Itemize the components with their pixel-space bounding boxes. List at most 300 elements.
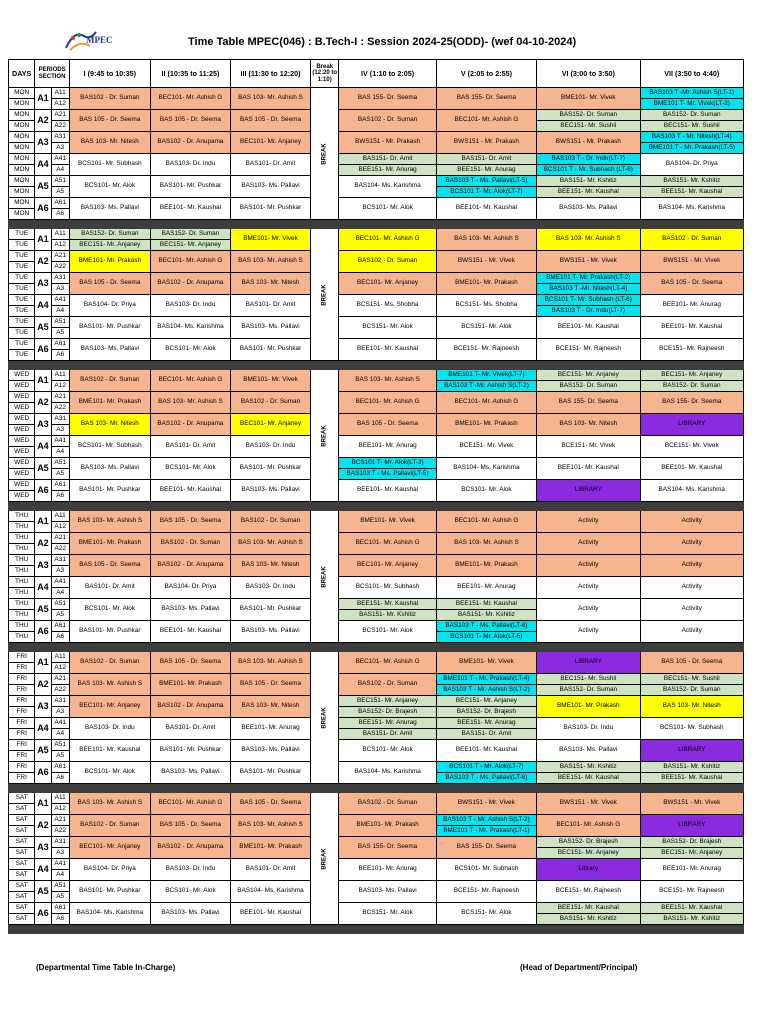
day-label: SAT: [9, 892, 35, 903]
class-cell: BAS104- Ms. Karishma: [69, 903, 150, 925]
class-cell: BEE101- Mr. Anurag: [339, 436, 436, 458]
class-cell: BCS101- Mr. Alok: [150, 339, 230, 361]
day-label: MON: [9, 99, 35, 110]
section-label: A61: [51, 621, 69, 632]
class-cell: BEE101- Mr. Kaushal: [436, 198, 536, 220]
class-cell: BAS102 - Dr. Anupama: [150, 696, 230, 718]
day-separator: [9, 925, 744, 934]
timetable-row: [9, 696, 744, 707]
section-label: A41: [51, 436, 69, 447]
section-label: A21: [51, 251, 69, 262]
group-label: A5: [35, 599, 51, 621]
class-cell: BAS151- Dr. Amit: [436, 729, 536, 740]
class-cell: BEE101- Mr. Kaushal: [537, 317, 640, 339]
class-cell: BEC151- Mr. Sushil: [640, 121, 744, 132]
class-cell: BAS151- Mr. Kshitiz: [640, 176, 744, 187]
class-cell: BAS104- Dr. Priya: [150, 577, 230, 599]
class-cell: BAS103 T -Mr. Nitesh(LT-4): [537, 284, 640, 295]
timetable-row: [9, 903, 744, 914]
section-label: A51: [51, 599, 69, 610]
class-cell: BEE101- Mr. Kaushal: [436, 740, 536, 762]
header-period-5: V (2:05 to 2:55): [436, 60, 536, 88]
section-label: A11: [51, 229, 69, 240]
class-cell: BAS103- Dr. Indu: [230, 577, 310, 599]
class-cell: BAS152- Dr. Brajesh: [436, 707, 536, 718]
class-cell: BAS102 - Dr. Anupama: [150, 555, 230, 577]
class-cell: BAS103- Ms. Pallavi: [537, 740, 640, 762]
class-cell: BAS101- Mr. Pushkar: [69, 317, 150, 339]
class-cell: BAS151- Mr. Kshitiz: [537, 762, 640, 773]
class-cell: BAS 105 - Dr. Seema: [69, 273, 150, 295]
class-cell: BAS103- Ms. Pallavi: [339, 881, 436, 903]
class-cell: BAS151- Mr. Kshitiz: [339, 610, 436, 621]
group-label: A3: [35, 837, 51, 859]
class-cell: BAS 103- Mr. Ashish S: [230, 533, 310, 555]
section-label: A31: [51, 837, 69, 848]
group-label: A4: [35, 577, 51, 599]
group-label: A5: [35, 317, 51, 339]
class-cell: BAS101- Dr. Amit: [230, 295, 310, 317]
class-cell: BEC151- Mr. Sushil: [537, 121, 640, 132]
section-label: A4: [51, 306, 69, 317]
group-label: A1: [35, 370, 51, 392]
timetable-row: [9, 414, 744, 425]
class-cell: BWS151 - Mr. Vivek: [640, 793, 744, 815]
class-cell: Activity: [640, 555, 744, 577]
timetable-row: [9, 198, 744, 209]
section-label: A22: [51, 262, 69, 273]
section-label: A6: [51, 773, 69, 784]
group-label: A6: [35, 762, 51, 784]
class-cell: BME101- Mr. Prakash: [537, 696, 640, 718]
day-label: WED: [9, 414, 35, 425]
section-label: A22: [51, 544, 69, 555]
class-cell: BEE101- Mr. Anurag: [640, 295, 744, 317]
day-label: SAT: [9, 804, 35, 815]
separator-bar: [9, 361, 744, 370]
class-cell: BEC151- Mr. Sushil: [537, 674, 640, 685]
class-cell: BAS101- Dr. Amit: [230, 154, 310, 176]
class-cell: BCE151- Mr. Rajneesh: [537, 339, 640, 361]
class-cell: BCS151- Mr. Alok: [339, 903, 436, 925]
day-label: SAT: [9, 881, 35, 892]
class-cell: BCS101- Mr. Subhash: [339, 577, 436, 599]
break-column: [311, 511, 339, 643]
group-label: A1: [35, 652, 51, 674]
class-cell: BAS152- Dr. Suman: [537, 381, 640, 392]
section-label: A12: [51, 663, 69, 674]
day-label: WED: [9, 403, 35, 414]
class-cell: BAS103- Dr. Indu: [537, 718, 640, 740]
class-cell: BEC101- Mr. Anjaney: [69, 696, 150, 718]
class-cell: BEC151- Mr. Sushil: [640, 674, 744, 685]
break-column: [311, 652, 339, 784]
class-cell: BAS102 - Dr. Suman: [339, 251, 436, 273]
section-label: A61: [51, 903, 69, 914]
group-label: A6: [35, 903, 51, 925]
class-cell: BAS 105 - Dr. Seema: [640, 652, 744, 674]
section-label: A4: [51, 870, 69, 881]
class-cell: BME101- Mr. Vivek: [436, 652, 536, 674]
section-label: A22: [51, 403, 69, 414]
class-cell: BAS101- Dr. Amit: [150, 436, 230, 458]
class-cell: BEE101- Mr. Kaushal: [339, 480, 436, 502]
day-separator: [9, 220, 744, 229]
section-label: A61: [51, 762, 69, 773]
class-cell: BAS 103- Mr. Nitesh: [640, 696, 744, 718]
class-cell: BAS104- Ms. Karishma: [436, 458, 536, 480]
footer-hod: (Head of Department/Principal): [520, 963, 638, 972]
group-label: A5: [35, 881, 51, 903]
separator-bar: [9, 925, 744, 934]
class-cell: BAS103- Ms. Pallavi: [150, 903, 230, 925]
section-label: A4: [51, 588, 69, 599]
class-cell: BAS101- Mr. Pushkar: [69, 480, 150, 502]
section-label: A61: [51, 198, 69, 209]
class-cell: BAS 105 - Dr. Seema: [339, 414, 436, 436]
day-label: WED: [9, 425, 35, 436]
class-cell: BEE101- Mr. Kaushal: [537, 458, 640, 480]
class-cell: BAS152- Dr. Suman: [150, 229, 230, 240]
group-label: A4: [35, 436, 51, 458]
class-cell: BEE101- Mr. Kaushal: [339, 339, 436, 361]
class-cell: Activity: [537, 577, 640, 599]
class-cell: BCS101- Mr. Subhash: [69, 154, 150, 176]
class-cell: BAS102 - Dr. Anupama: [150, 132, 230, 154]
class-cell: BAS152- Dr. Brajesh: [537, 837, 640, 848]
class-cell: BAS103- Ms. Pallavi: [537, 198, 640, 220]
day-label: TUE: [9, 262, 35, 273]
class-cell: Activity: [640, 599, 744, 621]
day-label: FRI: [9, 751, 35, 762]
section-label: A3: [51, 566, 69, 577]
section-label: A61: [51, 339, 69, 350]
class-cell: BCS101 T- Mr. Subhash (LT-6): [537, 295, 640, 306]
group-label: A2: [35, 533, 51, 555]
timetable-row: [9, 339, 744, 350]
class-cell: BAS 103- Mr. Ashish S: [69, 511, 150, 533]
class-cell: Activity: [537, 533, 640, 555]
class-cell: BAS151- Mr. Kshitiz: [640, 762, 744, 773]
timetable-row: [9, 793, 744, 804]
class-cell: BEC151- Mr. Anjaney: [640, 370, 744, 381]
group-label: A4: [35, 859, 51, 881]
timetable-row: [9, 859, 744, 870]
day-label: FRI: [9, 685, 35, 696]
group-label: A4: [35, 154, 51, 176]
class-cell: BME101- Mr. Prakash: [69, 251, 150, 273]
day-label: THU: [9, 621, 35, 632]
separator-bar: [9, 502, 744, 511]
class-cell: BEE101- Mr. Kaushal: [640, 317, 744, 339]
class-cell: BEE151- Mr. Anurag: [436, 718, 536, 729]
day-label: MON: [9, 121, 35, 132]
class-cell: LIBRARY: [537, 652, 640, 674]
class-cell: BME101 T - Mr. Prakash(LT-1): [436, 826, 536, 837]
class-cell: BCE151- Mr. Rajneesh: [640, 881, 744, 903]
group-label: A3: [35, 555, 51, 577]
group-label: A5: [35, 458, 51, 480]
day-label: SAT: [9, 826, 35, 837]
day-label: TUE: [9, 339, 35, 350]
group-label: A1: [35, 511, 51, 533]
section-label: A41: [51, 577, 69, 588]
class-cell: BAS103 T - Dr. Indu(LT-7): [537, 306, 640, 317]
section-label: A6: [51, 209, 69, 220]
class-cell: BME101- Mr. Prakash: [339, 815, 436, 837]
page-header: [0, 0, 768, 58]
timetable-row: [9, 273, 744, 284]
class-cell: BAS102 - Dr. Suman: [150, 533, 230, 555]
timetable-row: [9, 436, 744, 447]
day-label: MON: [9, 209, 35, 220]
section-label: A12: [51, 99, 69, 110]
class-cell: BAS152- Dr. Suman: [537, 110, 640, 121]
header-period-4: IV (1:10 to 2:05): [339, 60, 436, 88]
class-cell: BEE101- Mr. Anurag: [640, 859, 744, 881]
class-cell: BAS103- Ms. Pallavi: [69, 339, 150, 361]
class-cell: BAS103- Ms. Pallavi: [230, 480, 310, 502]
class-cell: BCS101- Mr. Alok: [69, 176, 150, 198]
page-title: Time Table MPEC(046) : B.Tech-I : Session 2024-25(ODD)- (wef 04-10-2024): [188, 36, 577, 48]
day-label: SAT: [9, 903, 35, 914]
class-cell: BEC151- Mr. Anjaney: [537, 370, 640, 381]
class-cell: BCS101- Mr. Subhash: [436, 859, 536, 881]
class-cell: BEC151- Mr. Anjaney: [436, 696, 536, 707]
class-cell: BCE151- Mr. Vivek: [537, 436, 640, 458]
class-cell: BAS151- Dr. Amit: [339, 154, 436, 165]
header-period-7: VII (3:50 to 4:40): [640, 60, 744, 88]
section-label: A6: [51, 491, 69, 502]
class-cell: BEC151- Mr. Anjaney: [150, 240, 230, 251]
class-cell: BWS151 - Mr. Vivek: [436, 251, 536, 273]
header-periods: PERIODS SECTION: [35, 60, 69, 88]
header-period-2: II (10:35 to 11:25): [150, 60, 230, 88]
break-label: BREAK: [321, 283, 328, 306]
header-period-1: I (9:45 to 10:35): [69, 60, 150, 88]
header-row: [9, 60, 744, 88]
class-cell: BEE151- Mr. Kaushal: [339, 599, 436, 610]
section-label: A3: [51, 848, 69, 859]
class-cell: BAS 103- Mr. Nitesh: [230, 555, 310, 577]
class-cell: BEC101- Mr. Ashish G: [150, 370, 230, 392]
class-cell: BAS103 T - Ms. Pallavi(LT-5): [339, 469, 436, 480]
class-cell: BAS 103- Mr. Ashish S: [537, 229, 640, 251]
class-cell: BEC151- Mr. Anjaney: [537, 848, 640, 859]
timetable-row: [9, 229, 744, 240]
section-label: A5: [51, 610, 69, 621]
day-label: FRI: [9, 740, 35, 751]
timetable-body: [9, 88, 744, 934]
section-label: A22: [51, 685, 69, 696]
header-period-6: VI (3:00 to 3:50): [537, 60, 640, 88]
section-label: A3: [51, 143, 69, 154]
class-cell: BAS103 T -Mr. Ashish S(LT-1): [640, 88, 744, 99]
class-cell: LIBRARY: [640, 414, 744, 436]
break-column: [311, 793, 339, 925]
class-cell: BEC151- Mr. Anjaney: [640, 848, 744, 859]
class-cell: BAS103- Ms. Pallavi: [150, 599, 230, 621]
class-cell: BAS104- Ms. Karishma: [150, 317, 230, 339]
class-cell: BEE101- Mr. Anurag: [436, 577, 536, 599]
class-cell: BAS103- Dr. Indu: [150, 859, 230, 881]
class-cell: BME101- Mr. Vivek: [339, 511, 436, 533]
class-cell: BAS 105 - Dr. Seema: [640, 273, 744, 295]
day-label: THU: [9, 632, 35, 643]
timetable: [8, 59, 744, 934]
class-cell: BEC101- Mr. Anjaney: [230, 132, 310, 154]
class-cell: BAS152- Dr. Brajesh: [339, 707, 436, 718]
day-label: WED: [9, 458, 35, 469]
timetable-row: [9, 132, 744, 143]
class-cell: BAS 103- Mr. Ashish S: [436, 229, 536, 251]
class-cell: BAS103 T - Dr. Indu(LT-7): [537, 154, 640, 165]
college-logo: [60, 26, 120, 56]
day-label: WED: [9, 370, 35, 381]
class-cell: BME101- Mr. Prakash: [69, 392, 150, 414]
class-cell: BAS 155- Dr. Seema: [339, 88, 436, 110]
section-label: A22: [51, 121, 69, 132]
break-label: BREAK: [321, 142, 328, 165]
day-label: SAT: [9, 859, 35, 870]
group-label: A1: [35, 229, 51, 251]
timetable-row: [9, 251, 744, 262]
class-cell: BWS151 - Mr. Vivek: [436, 793, 536, 815]
break-label: BREAK: [321, 424, 328, 447]
class-cell: BAS 103- Mr. Ashish S: [436, 533, 536, 555]
class-cell: Activity: [640, 621, 744, 643]
class-cell: BAS 103- Mr. Nitesh: [230, 696, 310, 718]
class-cell: BME101- Mr. Prakash: [230, 837, 310, 859]
class-cell: BAS103- Ms. Pallavi: [230, 317, 310, 339]
class-cell: BAS104- Ms. Karishma: [339, 762, 436, 784]
class-cell: BAS101- Mr. Pushkar: [69, 621, 150, 643]
class-cell: BAS101- Dr. Amit: [230, 859, 310, 881]
class-cell: BAS101- Mr. Pushkar: [230, 458, 310, 480]
class-cell: BAS102 - Dr. Suman: [339, 110, 436, 132]
class-cell: BAS101- Mr. Pushkar: [69, 881, 150, 903]
class-cell: BEC101- Mr. Ashish G: [150, 793, 230, 815]
timetable-row: [9, 480, 744, 491]
class-cell: BAS 103- Mr. Ashish S: [230, 88, 310, 110]
class-cell: BEC101- Mr. Ashish G: [339, 229, 436, 251]
header-break: Break (12:20 to 1:10): [311, 60, 339, 88]
class-cell: BAS 103- Mr. Ashish S: [230, 652, 310, 674]
class-cell: BAS 155- Dr. Seema: [537, 392, 640, 414]
class-cell: BME101 T- Mr. Vivek(LT-2): [640, 99, 744, 110]
day-label: FRI: [9, 674, 35, 685]
timetable-row: [9, 295, 744, 306]
class-cell: BEC101- Mr. Ashish G: [436, 110, 536, 132]
day-label: MON: [9, 132, 35, 143]
class-cell: BEC101- Mr. Anjaney: [339, 273, 436, 295]
class-cell: BAS152- Dr. Suman: [69, 229, 150, 240]
group-label: A6: [35, 198, 51, 220]
class-cell: BCS101- Mr. Subhash: [69, 436, 150, 458]
class-cell: BAS102 - Dr. Suman: [69, 88, 150, 110]
separator-bar: [9, 643, 744, 652]
class-cell: BAS 105 - Dr. Seema: [230, 674, 310, 696]
class-cell: BME101- Mr. Vivek: [230, 370, 310, 392]
class-cell: Activity: [537, 555, 640, 577]
class-cell: BME101- Mr. Prakash: [69, 533, 150, 555]
class-cell: BCS151- Mr. Alok: [436, 903, 536, 925]
group-label: A3: [35, 696, 51, 718]
class-cell: BAS103- Ms. Pallavi: [230, 621, 310, 643]
class-cell: BCS101 T- Mr. Alok(LT-5): [436, 632, 536, 643]
class-cell: BCS151- Mr. Alok: [339, 317, 436, 339]
day-label: THU: [9, 599, 35, 610]
class-cell: BAS101- Dr. Amit: [69, 577, 150, 599]
day-label: THU: [9, 610, 35, 621]
class-cell: BAS103 T - Mr. Ashish S(LT-2): [436, 815, 536, 826]
group-label: A3: [35, 414, 51, 436]
day-label: WED: [9, 491, 35, 502]
class-cell: BME101 T - Mr. Prakash(LT-5): [640, 143, 744, 154]
class-cell: BAS103 T - Ms. Pallavi(LT-6): [436, 773, 536, 784]
timetable-row: [9, 317, 744, 328]
section-label: A21: [51, 815, 69, 826]
group-label: A6: [35, 339, 51, 361]
day-label: MON: [9, 176, 35, 187]
class-cell: BAS 103- Mr. Nitesh: [230, 273, 310, 295]
class-cell: BEE151- Mr. Kaushal: [537, 773, 640, 784]
section-label: A31: [51, 273, 69, 284]
separator-bar: [9, 784, 744, 793]
class-cell: BAS104- Ms. Karishma: [339, 176, 436, 198]
day-label: TUE: [9, 328, 35, 339]
section-label: A21: [51, 533, 69, 544]
timetable-row: [9, 621, 744, 632]
day-label: TUE: [9, 317, 35, 328]
group-label: A2: [35, 674, 51, 696]
class-cell: BEE151- Mr. Kaushal: [537, 903, 640, 914]
section-label: A5: [51, 751, 69, 762]
class-cell: BWS151 - Mr. Prakash: [537, 132, 640, 154]
day-label: TUE: [9, 251, 35, 262]
timetable-row: [9, 674, 744, 685]
class-cell: BAS102 - Dr. Suman: [69, 815, 150, 837]
class-cell: BAS101- Mr. Pushkar: [150, 740, 230, 762]
group-label: A4: [35, 295, 51, 317]
class-cell: BAS151- Mr. Kshitiz: [640, 914, 744, 925]
class-cell: BAS102 - Dr. Suman: [69, 652, 150, 674]
class-cell: BME101 T- Mr. Vivek(LT-7): [436, 370, 536, 381]
class-cell: BAS 105 - Dr. Seema: [69, 555, 150, 577]
day-label: THU: [9, 588, 35, 599]
class-cell: BAS151- Mr. Kshitiz: [537, 914, 640, 925]
class-cell: BCS101- Mr. Subhash: [640, 718, 744, 740]
class-cell: BEE101- Mr. Kaushal: [640, 458, 744, 480]
class-cell: BEE101- Mr. Anurag: [230, 718, 310, 740]
group-label: A1: [35, 88, 51, 110]
class-cell: BCS101- Mr. Alok: [339, 621, 436, 643]
class-cell: BAS 103- Mr. Ashish S: [69, 674, 150, 696]
class-cell: BAS 105 - Dr. Seema: [150, 815, 230, 837]
group-label: A5: [35, 740, 51, 762]
class-cell: BEC101- Mr. Ashish G: [339, 392, 436, 414]
class-cell: BAS103 T - Mr. Nitesh(LT-4): [640, 132, 744, 143]
section-label: A51: [51, 881, 69, 892]
class-cell: BAS 103- Mr. Ashish S: [69, 793, 150, 815]
class-cell: BAS 105 - Dr. Seema: [230, 793, 310, 815]
class-cell: BCE151- Mr. Rajneesh: [436, 881, 536, 903]
class-cell: BAS104- Ms. Karishma: [640, 480, 744, 502]
class-cell: BAS 105 - Dr. Seema: [150, 110, 230, 132]
section-label: A5: [51, 187, 69, 198]
class-cell: BEC101- Mr. Anjaney: [230, 414, 310, 436]
section-label: A31: [51, 414, 69, 425]
